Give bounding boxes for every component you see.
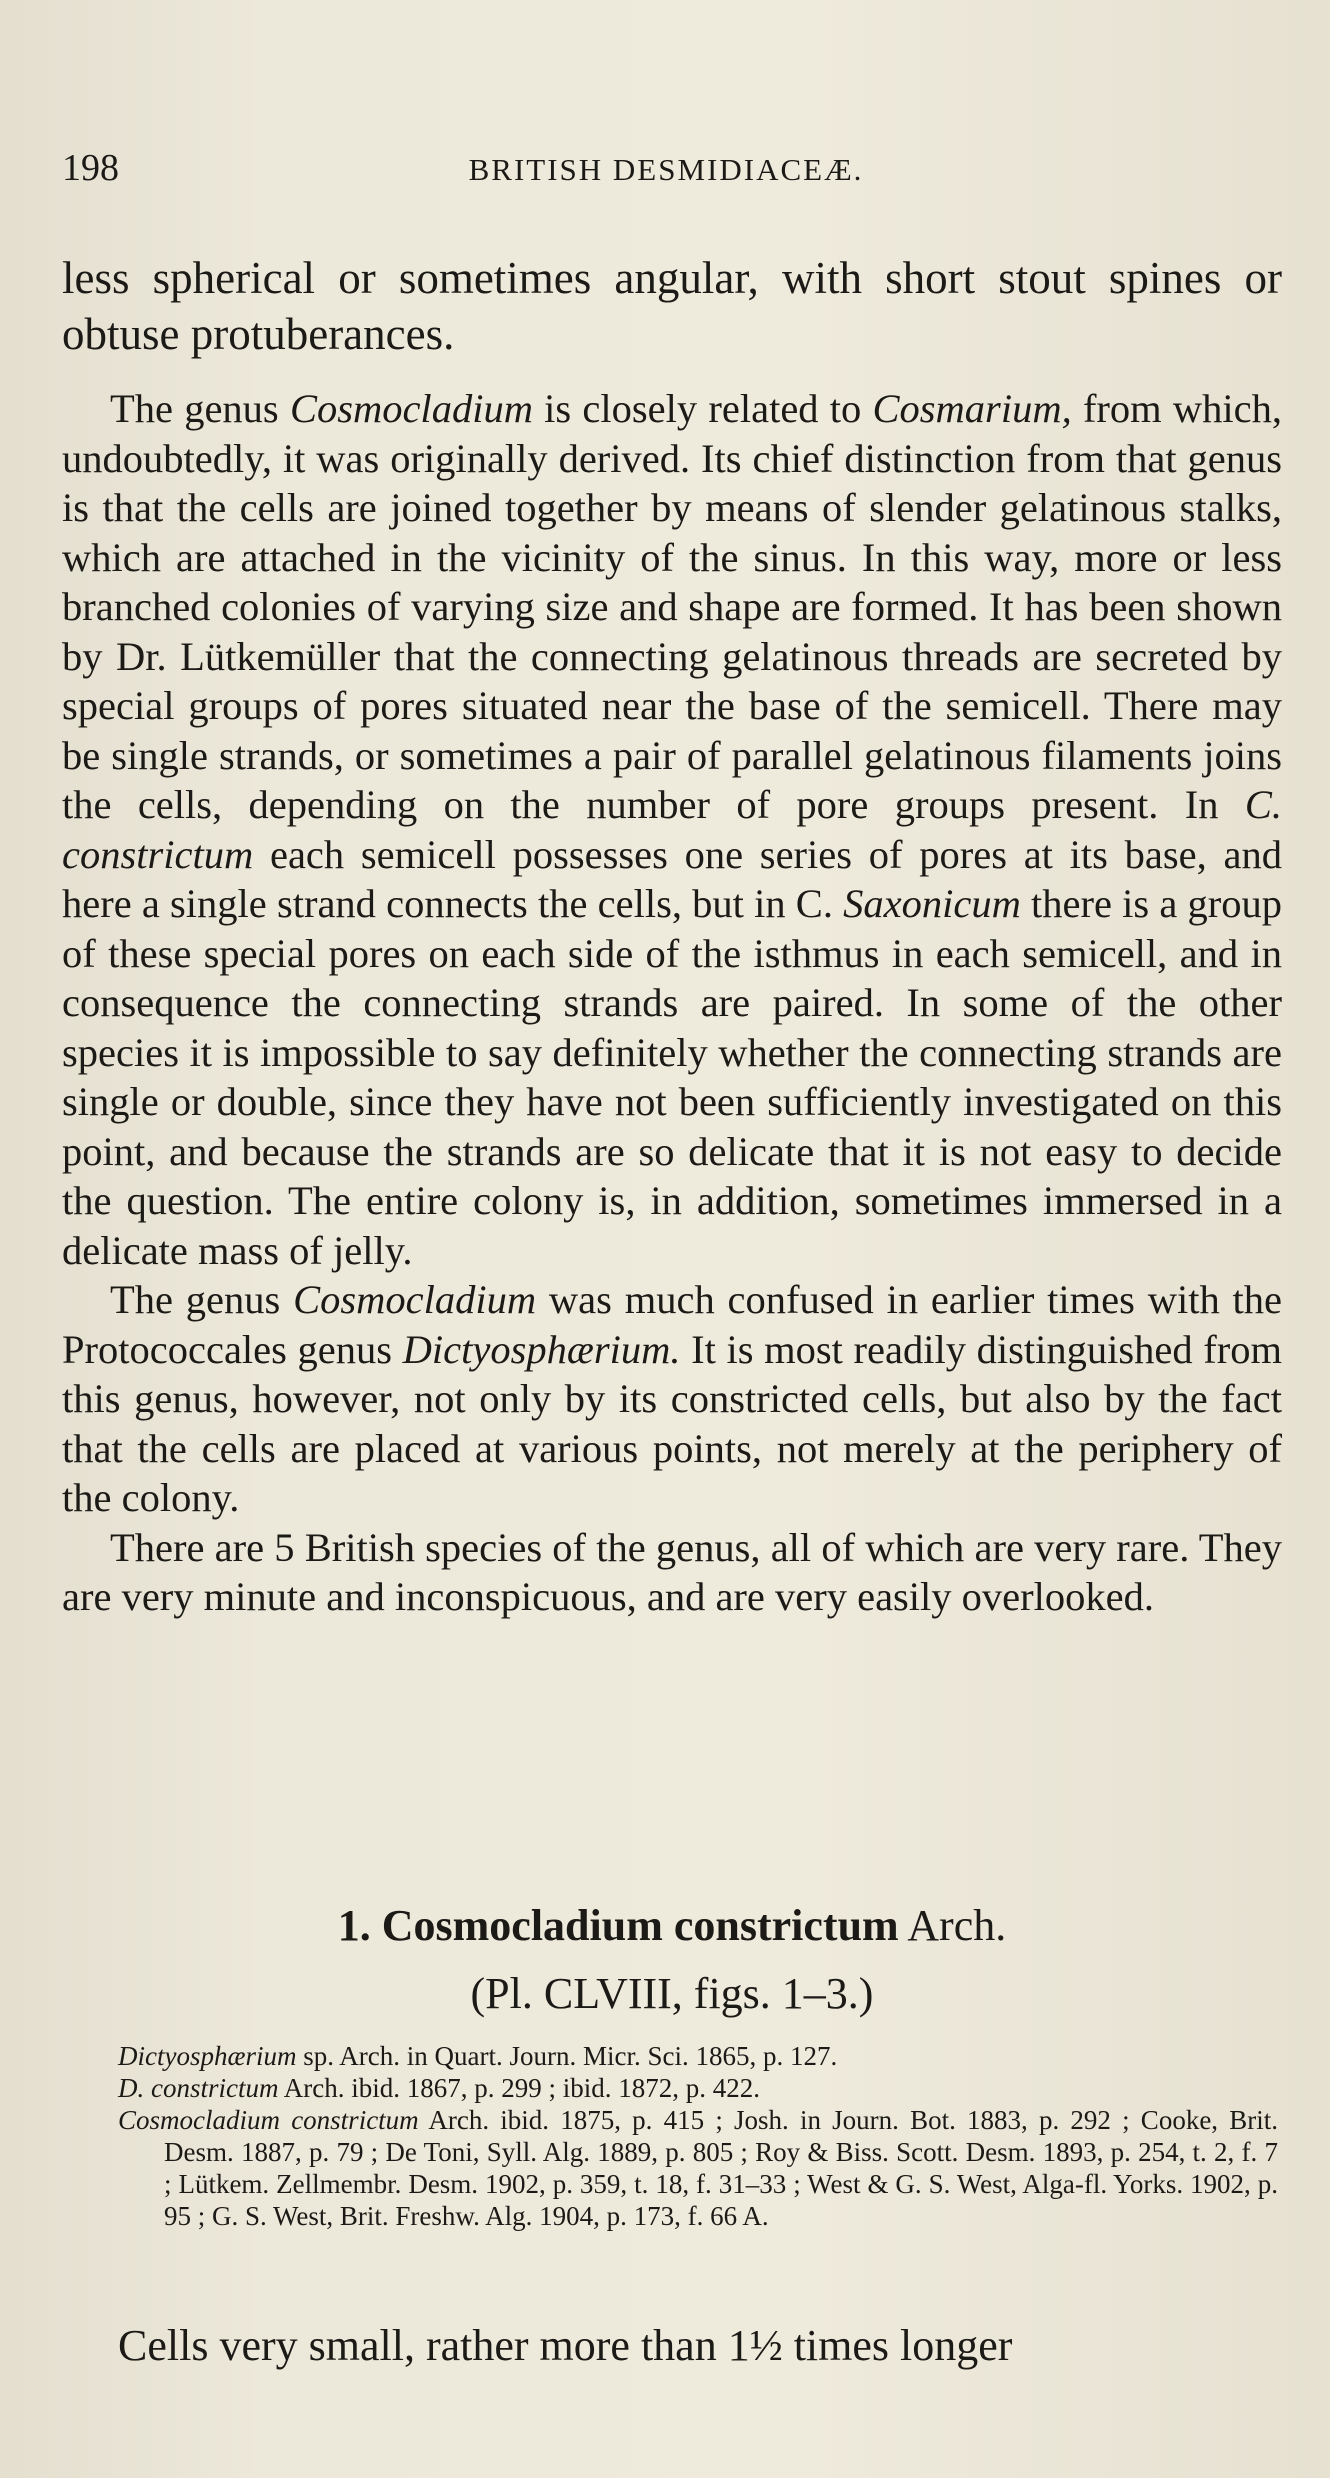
taxon-name: Cosmocladium constrictum [118,2105,419,2135]
text-run: is closely related to [532,386,873,431]
text-run: The genus [110,1277,294,1322]
synonymy-entry [118,2072,1278,2104]
species-heading [62,1900,1282,1951]
paragraph-british-species: There are 5 British species of the genus, all of which are very rare. They are very minute and inconspicuous, and are very easily overlooked. [62,1524,1282,1619]
paragraph-genus-relation [62,384,1282,1275]
text-run: The genus [110,386,290,431]
paragraph-confusion [62,1275,1282,1523]
species-author: Arch. [907,1901,1007,1950]
text-run: each semicell possesses one series of pores at its base, and here a single strand connects the cells, but in C. [62,831,1282,926]
synonymy-entry [118,2104,1278,2232]
running-head: BRITISH DESMIDIACEÆ. [468,152,864,187]
text-run: It is most readily distinguished from this genus, however, not only by its constricted cells, but also by the fact that the cells are placed at various points, not merely at the periphery of the colony. [62,1326,1282,1520]
page-header [62,146,1270,196]
plate-reference: (Pl. CLVIII, figs. 1–3.) [470,1969,874,2018]
taxon-name: Dictyosphærium [118,2041,297,2071]
body-text [62,250,1282,1622]
citation: Arch. ibid. 1867, p. 299 ; ibid. 1872, p. 422. [278,2073,760,2103]
species-name: Cosmocladium constrictum [381,1901,899,1950]
taxon-name: D. constrictum [118,2073,279,2103]
page-number: 198 [62,147,119,189]
species-name: C. constrictum [62,782,1282,877]
species-number: 1. [337,1901,371,1950]
citation: Arch. ibid. 1875, p. 415 ; Josh. in Journ. Bot. 1883, p. 292 ; Cooke, Brit. Desm. 1887, p. 79 ; De Toni, Syll. Alg. 1889, p. 805 ; Roy & Biss. Scott. Desm. 1893, p. 254, t. 2, f. 7 ; Lütkem. Zellmembr. Desm. 1902, p. 359, t. 18, f. 31–33 ; West & G. S. West, Alga-fl. Yorks. 1902, p. 95 ; G. S. West, Brit. Freshw. Alg. 1904, p. 173, f. 66 A. [164,2105,1278,2231]
continued-paragraph: less spherical or sometimes angular, with short stout spines or obtuse protuberances. [62,253,1282,359]
citation: sp. Arch. in Quart. Journ. Micr. Sci. 1865, p. 127. [296,2041,838,2071]
text-run: was much confused in earlier times with the Protococcales genus [62,1277,1283,1372]
genus-name: Dictyosphærium. [402,1326,681,1372]
text-run: there is a group of these special pores on each side of the isthmus in each semicell, and in consequence the connecting strands are paired. In some of the other species it is impossible to say definitely whether the connecting strands are single or double, since they have not been sufficiently investigated on this point, and because the strands are so delicate that it is not easy to decide the question. The entire colony is, in addition, sometimes immersed in a delicate mass of jelly. [62,881,1282,1273]
species-description: Cells very small, rather more than 1½ times longer [118,2321,1013,2370]
genus-name: Cosmocladium [293,1277,537,1322]
species-name: Saxonicum [843,881,1021,926]
text-run: from which, undoubtedly, it was originally derived. Its chief distinction from that genus is that the cells are joined together by means of slender gelatinous stalks, which are attached in the vicinity of the sinus. In this way, more or less branched colonies of varying size and shape are formed. It has been shown by Dr. Lütkemüller that the connecting gelatinous threads are secreted by special groups of pores situated near the base of the semicell. There may be single strands, or sometimes a pair of parallel gelatinous filaments joins the cells, depending on the number of pore groups present. In [62,386,1283,827]
genus-name: Cosmocladium [289,386,533,431]
synonymy-entry [118,2040,1278,2072]
genus-name: Cosmarium, [872,386,1072,431]
synonymy-list [118,2040,1278,2232]
